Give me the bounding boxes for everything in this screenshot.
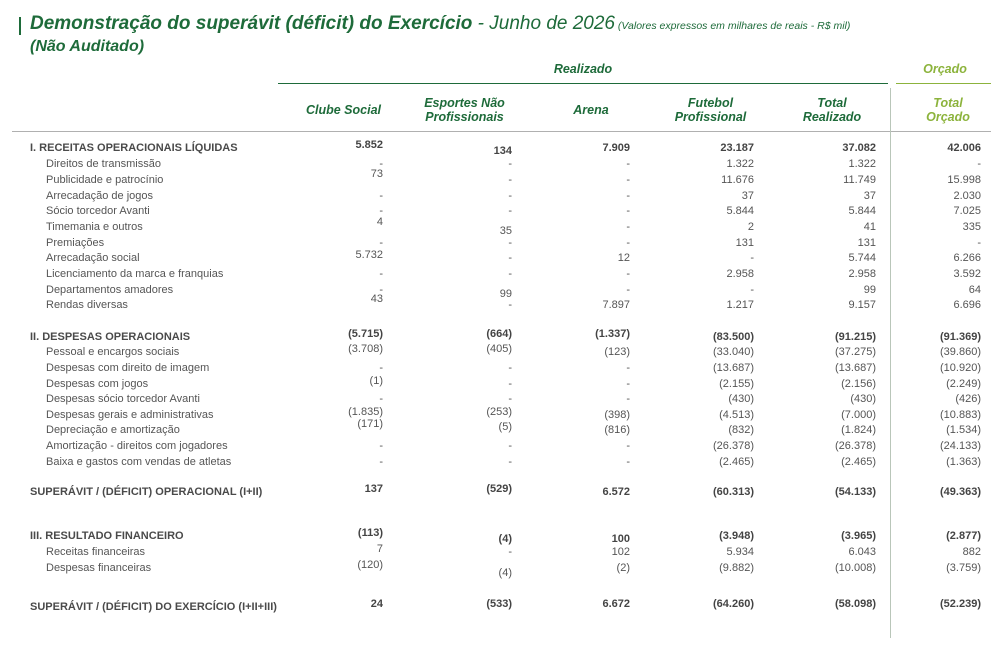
column-header-clube-social	[296, 103, 391, 117]
cell-total: (1.824)	[841, 424, 876, 436]
cell-orcado: 882	[962, 546, 981, 558]
cell-futebol: (2.465)	[719, 456, 754, 468]
cell-clube-social: 73	[370, 168, 383, 180]
group-realizado: Realizado	[553, 62, 613, 76]
cell-esportes: -	[508, 456, 512, 468]
row-label: Baixa e gastos com vendas de atletas	[46, 456, 232, 468]
cell-orcado: -	[977, 237, 981, 249]
cell-arena: -	[626, 237, 630, 249]
cell-futebol: (26.378)	[713, 440, 754, 452]
cell-arena: (816)	[604, 424, 630, 436]
orcado-underline	[896, 83, 991, 84]
cell-clube-social: (171)	[357, 418, 383, 430]
cell-clube-social: -	[379, 284, 383, 296]
row-label: Despesas com direito de imagem	[46, 362, 210, 374]
cell-total: 5.744	[848, 252, 876, 264]
cell-esportes: -	[508, 237, 512, 249]
cell-clube-social: -	[379, 237, 383, 249]
line-item-row	[0, 408, 991, 423]
cell-futebol: (832)	[728, 424, 754, 436]
cell-total: (54.133)	[835, 486, 876, 498]
line-item-row	[0, 439, 991, 454]
cell-total: (10.008)	[835, 562, 876, 574]
cell-clube-social: -	[379, 393, 383, 405]
cell-esportes: -	[508, 440, 512, 452]
cell-esportes: -	[508, 299, 512, 311]
cell-arena: 6.572	[602, 486, 630, 498]
cell-total: 11.749	[843, 174, 876, 186]
row-label: Arrecadação de jogos	[46, 190, 154, 202]
row-label: Licenciamento da marca e franquias	[46, 268, 224, 280]
cell-arena: (398)	[604, 409, 630, 421]
cell-clube-social: (3.708)	[348, 343, 383, 355]
cell-clube-social: 5.732	[355, 249, 383, 261]
column-header-line: Clube Social	[305, 103, 382, 117]
cell-orcado: (10.920)	[940, 362, 981, 374]
cell-clube-social: (1.835)	[348, 406, 383, 418]
cell-clube-social: -	[379, 158, 383, 170]
cell-total: 37	[863, 190, 876, 202]
cell-esportes: (529)	[486, 483, 512, 495]
cell-total: 131	[857, 237, 876, 249]
column-header-line: Futebol	[687, 96, 734, 110]
cell-orcado: (3.759)	[946, 562, 981, 574]
realizado-underline	[278, 83, 888, 84]
cell-arena: -	[626, 268, 630, 280]
cell-futebol: -	[750, 284, 754, 296]
cell-orcado: (91.369)	[940, 331, 981, 343]
section-row	[0, 600, 991, 615]
cell-esportes: (405)	[486, 343, 512, 355]
cell-esportes: -	[508, 393, 512, 405]
line-item-row	[0, 157, 991, 172]
row-label: Rendas diversas	[46, 299, 128, 311]
cell-orcado: 2.030	[953, 190, 981, 202]
line-item-row	[0, 559, 991, 579]
row-label: SUPERÁVIT / (DÉFICIT) DO EXERCÍCIO (I+II+III)	[30, 601, 277, 613]
cell-clube-social: (113)	[357, 527, 383, 539]
cell-total: (2.465)	[841, 456, 876, 468]
cell-futebol: (4.513)	[719, 409, 754, 421]
cell-futebol: (2.155)	[719, 378, 754, 390]
cell-arena: 100	[611, 533, 630, 545]
row-label: Direitos de transmissão	[46, 158, 161, 170]
line-item-row	[0, 204, 991, 219]
cell-clube-social: -	[379, 362, 383, 374]
cell-futebol: (64.260)	[713, 598, 754, 610]
cell-arena: -	[626, 174, 630, 186]
cell-esportes: 99	[499, 288, 512, 300]
line-item-row	[0, 251, 991, 266]
cell-orcado: 64	[968, 284, 981, 296]
cell-arena: -	[626, 393, 630, 405]
cell-arena: 7.909	[602, 142, 630, 154]
row-label: Receitas financeiras	[46, 546, 146, 558]
line-item-row	[0, 283, 991, 298]
cell-arena: -	[626, 440, 630, 452]
cell-esportes: (4)	[498, 567, 512, 579]
cell-clube-social: 43	[370, 293, 383, 305]
cell-clube-social: -	[379, 205, 383, 217]
cell-arena: 6.672	[602, 598, 630, 610]
cell-orcado: (52.239)	[940, 598, 981, 610]
cell-esportes: -	[508, 362, 512, 374]
cell-futebol: 37	[741, 190, 754, 202]
header-divider	[12, 131, 991, 132]
row-label: Arrecadação social	[46, 252, 140, 264]
row-label: SUPERÁVIT / (DÉFICIT) OPERACIONAL (I+II)	[30, 486, 263, 498]
cell-clube-social: 7	[376, 543, 383, 555]
cell-total: (26.378)	[835, 440, 876, 452]
section-row	[0, 529, 991, 544]
cell-esportes: -	[508, 378, 512, 390]
cell-orcado: 42.006	[947, 142, 981, 154]
cell-clube-social: -	[379, 268, 383, 280]
cell-futebol: 131	[735, 237, 754, 249]
cell-futebol: (83.500)	[713, 331, 754, 343]
cell-esportes: (533)	[486, 598, 512, 610]
cell-arena: 12	[617, 252, 630, 264]
row-label: Despesas gerais e administrativas	[46, 409, 214, 421]
line-item-row	[0, 345, 991, 360]
cell-clube-social: -	[379, 440, 383, 452]
cell-esportes: -	[508, 190, 512, 202]
cell-total: (37.275)	[835, 346, 876, 358]
cell-orcado: (24.133)	[940, 440, 981, 452]
column-header-line: Total	[933, 96, 963, 110]
cell-orcado: 335	[962, 221, 981, 233]
cell-orcado: (1.363)	[946, 456, 981, 468]
page-title	[30, 13, 850, 35]
cell-esportes: -	[508, 268, 512, 280]
cell-clube-social: (5.715)	[348, 328, 383, 340]
line-item-row	[0, 236, 991, 251]
cell-futebol: 1.322	[726, 158, 754, 170]
group-orcado: Orçado	[923, 62, 967, 76]
cell-esportes: (4)	[498, 533, 512, 545]
cell-esportes: -	[508, 252, 512, 264]
cell-total: 37.082	[842, 142, 876, 154]
cell-total: 99	[863, 284, 876, 296]
row-label: Premiações	[46, 237, 105, 249]
cell-arena: -	[626, 378, 630, 390]
cell-esportes: -	[508, 174, 512, 186]
column-header-total	[792, 96, 872, 124]
row-label: Departamentos amadores	[46, 284, 174, 296]
cell-orcado: (2.877)	[946, 530, 981, 542]
section-row	[0, 141, 991, 156]
column-header-line: Realizado	[802, 110, 862, 124]
column-header-line: Esportes Não	[424, 96, 505, 110]
cell-arena: -	[626, 362, 630, 374]
cell-orcado: 3.592	[953, 268, 981, 280]
cell-total: 9.157	[848, 299, 876, 311]
cell-futebol: 2	[747, 221, 754, 233]
cell-arena: -	[626, 456, 630, 468]
row-label: III. RESULTADO FINANCEIRO	[30, 530, 184, 542]
row-label: II. DESPESAS OPERACIONAIS	[30, 331, 191, 343]
line-item-row	[0, 455, 991, 470]
cell-orcado: 7.025	[953, 205, 981, 217]
cell-futebol: 11.676	[721, 174, 754, 186]
line-item-row	[0, 545, 991, 560]
cell-esportes: (5)	[498, 421, 512, 433]
title-main: Demonstração do superávit (déficit) do Exercício	[30, 13, 473, 34]
cell-orcado: 6.696	[953, 299, 981, 311]
cell-orcado: -	[977, 158, 981, 170]
cell-orcado: (39.860)	[940, 346, 981, 358]
cell-orcado: (426)	[955, 393, 981, 405]
row-label: Sócio torcedor Avanti	[46, 205, 150, 217]
cell-futebol: (430)	[728, 393, 754, 405]
cell-total: 41	[863, 221, 876, 233]
cell-total: 2.958	[848, 268, 876, 280]
column-header-line: Total	[817, 96, 847, 110]
cell-clube-social: (120)	[357, 559, 383, 571]
cell-futebol: (33.040)	[713, 346, 754, 358]
cell-esportes: -	[508, 546, 512, 558]
column-header-line: Profissional	[674, 110, 747, 124]
cell-arena: (123)	[604, 346, 630, 358]
row-label: Despesas com jogos	[46, 378, 149, 390]
row-label: Pessoal e encargos sociais	[46, 346, 180, 358]
line-item-row	[0, 377, 991, 392]
cell-futebol: (9.882)	[719, 562, 754, 574]
cell-arena: (1.337)	[595, 328, 630, 340]
row-label: Timemania e outros	[46, 221, 143, 233]
subtitle: (Não Auditado)	[30, 38, 145, 55]
title-period: - Junho de 2026	[472, 13, 616, 34]
cell-clube-social: -	[379, 456, 383, 468]
row-label: Despesas financeiras	[46, 562, 152, 574]
row-label: Despesas sócio torcedor Avanti	[46, 393, 200, 405]
cell-futebol: 1.217	[726, 299, 754, 311]
cell-futebol: 2.958	[726, 268, 754, 280]
cell-total: (91.215)	[835, 331, 876, 343]
column-header-line: Arena	[573, 103, 609, 117]
cell-arena: -	[626, 284, 630, 296]
cell-clube-social: 137	[364, 483, 383, 495]
cell-arena: (2)	[616, 562, 630, 574]
cell-esportes: -	[508, 205, 512, 217]
cell-total: 1.322	[848, 158, 876, 170]
cell-arena: -	[626, 190, 630, 202]
row-label: Publicidade e patrocínio	[46, 174, 164, 186]
cell-futebol: (60.313)	[713, 486, 754, 498]
cell-orcado: 6.266	[953, 252, 981, 264]
line-item-row	[0, 418, 991, 438]
cell-total: (58.098)	[835, 598, 876, 610]
cell-arena: 7.897	[602, 299, 630, 311]
cell-total: (7.000)	[841, 409, 876, 421]
line-item-row	[0, 216, 991, 237]
cell-arena: -	[626, 205, 630, 217]
column-header-line: Profissionais	[425, 110, 504, 124]
column-header-esportes	[412, 96, 517, 124]
cell-orcado: (49.363)	[940, 486, 981, 498]
cell-arena: -	[626, 221, 630, 233]
line-item-row	[0, 189, 991, 204]
cell-clube-social: (1)	[369, 375, 383, 387]
cell-esportes: (253)	[486, 406, 512, 418]
cell-orcado: (2.249)	[946, 378, 981, 390]
cell-esportes: 134	[493, 145, 512, 157]
row-label: Depreciação e amortização	[46, 424, 180, 436]
cell-total: (13.687)	[835, 362, 876, 374]
cell-arena: -	[626, 158, 630, 170]
section-row	[0, 485, 991, 500]
cell-arena: 102	[611, 546, 630, 558]
line-item-row	[0, 267, 991, 282]
cell-total: (2.156)	[841, 378, 876, 390]
title-accent-bar	[19, 17, 21, 35]
cell-orcado: (10.883)	[940, 409, 981, 421]
cell-total: (3.965)	[841, 530, 876, 542]
cell-futebol: 23.187	[720, 142, 754, 154]
cell-clube-social: -	[379, 190, 383, 202]
cell-clube-social: 5.852	[355, 139, 383, 151]
row-label: I. RECEITAS OPERACIONAIS LÍQUIDAS	[30, 142, 238, 154]
cell-total: (430)	[850, 393, 876, 405]
cell-esportes: (664)	[486, 328, 512, 340]
column-header-arena	[556, 103, 626, 117]
cell-clube-social: 24	[370, 598, 383, 610]
line-item-row	[0, 168, 991, 188]
cell-clube-social: 4	[376, 216, 383, 228]
row-label: Amortização - direitos com jogadores	[46, 440, 228, 452]
column-header-futebol	[668, 96, 753, 124]
column-header-line: Orçado	[926, 110, 970, 124]
cell-orcado: 15.998	[947, 174, 981, 186]
title-note: (Valores expressos em milhares de reais - R$ mil)	[615, 20, 851, 32]
line-item-row	[0, 361, 991, 376]
cell-futebol: -	[750, 252, 754, 264]
cell-futebol: 5.934	[726, 546, 754, 558]
cell-futebol: (3.948)	[719, 530, 754, 542]
cell-esportes: 35	[499, 225, 512, 237]
cell-orcado: (1.534)	[946, 424, 981, 436]
column-header-orcado	[902, 96, 991, 124]
cell-total: 5.844	[848, 205, 876, 217]
cell-total: 6.043	[848, 546, 876, 558]
cell-esportes: -	[508, 158, 512, 170]
cell-futebol: 5.844	[726, 205, 754, 217]
cell-futebol: (13.687)	[713, 362, 754, 374]
